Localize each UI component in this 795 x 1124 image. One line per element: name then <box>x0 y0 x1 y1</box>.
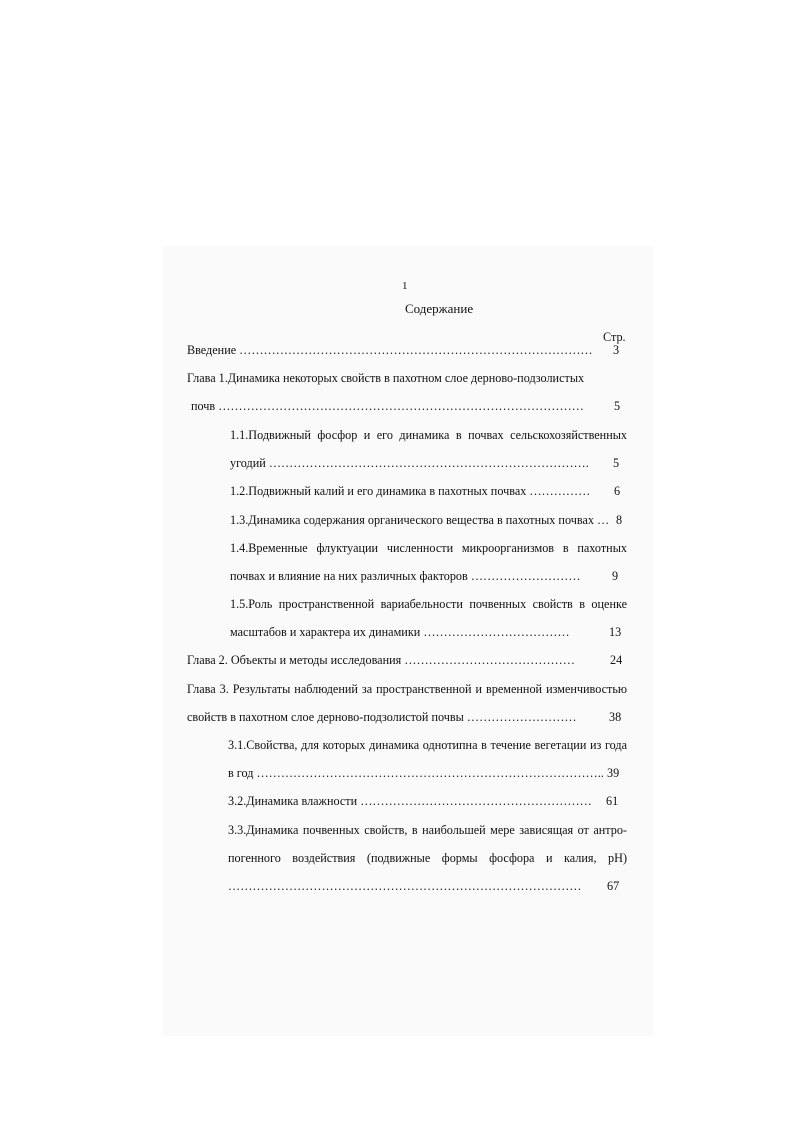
toc-page-1-3: 8 <box>616 513 623 527</box>
toc-entry-chapter-3: Глава 3. Результаты наблюдений за пространственной и временной изменчивостью <box>187 682 627 696</box>
toc-entry-chapter-1: Глава 1.Динамика некоторых свойств в пахотном слое дерново-подзолистых <box>187 371 585 385</box>
toc-page-chapter-2: 24 <box>610 653 623 667</box>
toc-entry-1-5-line-2: масштабов и характера их динамики ……………………………… <box>230 625 570 639</box>
toc-page-3-2: 61 <box>606 794 619 808</box>
toc-entry-intro: Введение …………………………………………………………………………… <box>187 343 593 357</box>
toc-entry-chapter-3-line-2: свойств в пахотном слое дерново-подзолистой почвы ……………………… <box>187 710 577 724</box>
toc-entry-1-3: 1.3.Динамика содержания органического вещества в пахотных почвах … <box>230 513 610 527</box>
toc-page-1-4: 9 <box>612 569 619 583</box>
toc-entry-3-1-line-2: в год ………………………………………………………………………….. <box>228 766 604 780</box>
toc-page-intro: 3 <box>613 343 620 357</box>
toc-page-3-3: 67 <box>607 879 620 893</box>
toc-page-chapter-1: 5 <box>614 399 621 413</box>
page-title: Содержание <box>405 301 474 316</box>
toc-page-1-1: 5 <box>613 456 620 470</box>
toc-entry-3-3-line-2: погенного воздействия (подвижные формы фосфора и калия, pH) <box>228 851 627 865</box>
toc-entry-3-3: 3.3.Динамика почвенных свойств, в наибольшей мере зависящая от антро- <box>228 823 627 837</box>
toc-page-chapter-3: 38 <box>609 710 622 724</box>
toc-entry-3-2: 3.2.Динамика влажности ………………………………………………… <box>228 794 592 808</box>
toc-entry-1-4: 1.4.Временные флуктуации численности микроорганизмов в пахотных <box>230 541 627 555</box>
page-number: 1 <box>402 280 408 292</box>
toc-entry-chapter-1-line-2: почв ……………………………………………………………………………… <box>191 399 584 413</box>
toc-entry-1-1: 1.1.Подвижный фосфор и его динамика в почвах сельскохозяйственных <box>230 428 627 442</box>
toc-entry-1-5: 1.5.Роль пространственной вариабельности почвенных свойств в оценке <box>230 597 627 611</box>
toc-page-1-2: 6 <box>614 484 621 498</box>
toc-entry-chapter-2: Глава 2. Объекты и методы исследования …………………………………… <box>187 653 575 667</box>
toc-entry-1-1-line-2: угодий ……………………………………………………………………. <box>230 456 589 470</box>
toc-entry-1-4-line-2: почвах и влияние на них различных факторов ……………………… <box>230 569 581 583</box>
toc-entry-3-1: 3.1.Свойства, для которых динамика однотипна в течение вегетации из года <box>228 738 627 752</box>
page-column-label: Стр. <box>603 330 626 344</box>
toc-entry-1-2: 1.2.Подвижный калий и его динамика в пахотных почвах …………… <box>230 484 591 498</box>
toc-page-3-1: 39 <box>607 766 620 780</box>
scanned-page <box>163 246 653 1036</box>
toc-entry-3-3-line-3: …………………………………………………………………………… <box>228 879 582 893</box>
toc-page-1-5: 13 <box>609 625 622 639</box>
